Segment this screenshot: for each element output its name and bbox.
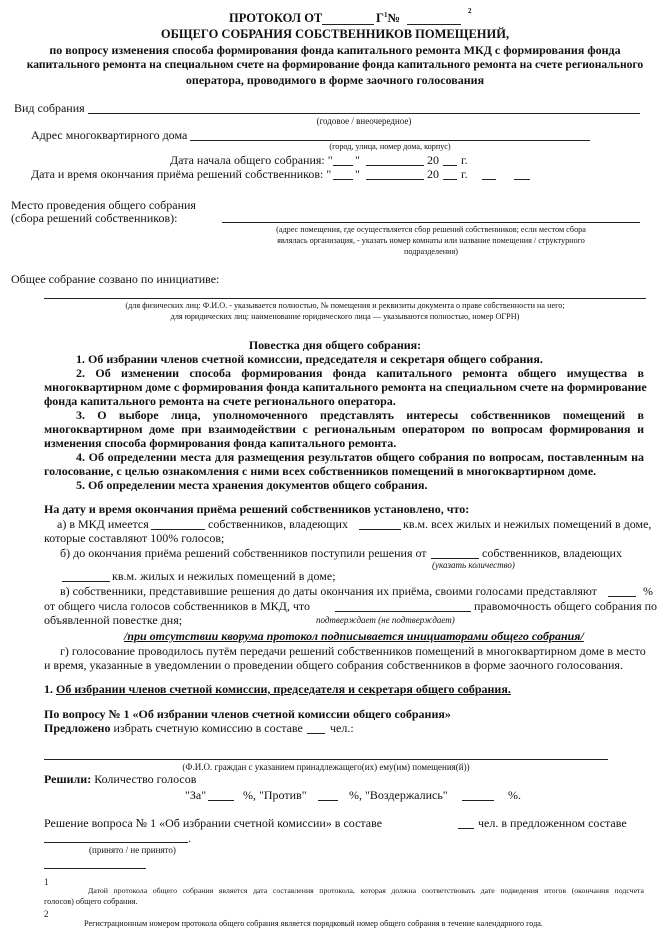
agenda-item-2c: фонда капитального ремонта на счете регионального оператора. [44, 394, 396, 408]
end-date-year-prefix: 20 [427, 167, 439, 181]
decision-size-field[interactable] [458, 828, 474, 829]
end-date-year[interactable] [443, 179, 457, 180]
votes-against-field[interactable] [318, 800, 338, 801]
votes-percent-sign: % [643, 584, 653, 598]
agenda-item-3b: многоквартирном доме при взаимодействии с региональным оператором по вопросам формирования и [44, 422, 644, 436]
start-date-g: г. [461, 153, 468, 167]
status-b3: кв.м. жилых и нежилых помещений в доме; [112, 569, 336, 583]
votes-abstain-field[interactable] [462, 800, 494, 801]
initiative-field[interactable] [44, 298, 646, 299]
agenda-item-2a: 2. Об изменении способа формирования фонда капитального ремонта общего имущества в [76, 366, 644, 380]
fio-hint: (Ф.И.О. граждан с указанием принадлежащего(их) ему(им) помещения(й)) [182, 762, 470, 772]
owners-count-field[interactable] [151, 529, 205, 530]
status-c1: в) собственники, представившие решения до даты окончания их приёма, своими голосами представляют [60, 584, 597, 598]
agenda-item-4a: 4. Об определении места для размещения результатов общего собрания по вопросам, поставленным на [76, 450, 644, 464]
footnote-1-line-2: голосов) общего собрания. [44, 897, 138, 906]
status-b2: собственников, владеющих [482, 546, 622, 560]
quorum-note: /при отсутствии кворума протокол подписывается инициаторами общего собрания/ [124, 629, 584, 643]
status-a3: кв.м. всех жилых и нежилых помещений в доме, [403, 517, 652, 531]
place-field[interactable] [222, 222, 640, 223]
item1-title: Об избрании членов счетной комиссии, председателя и секретаря общего собрания. [56, 682, 511, 696]
agenda-item-3a: 3. О выборе лица, уполномоченного представлять интересы собственников помещений в [76, 408, 644, 422]
initiative-hint-2: для юридических лиц: наименование юридического лица — указываются полностью, номер ОГРН) [170, 312, 520, 321]
end-date-g: г. [461, 167, 468, 181]
protocol-number-blank[interactable] [407, 24, 461, 25]
meeting-type-label: Вид собрания [14, 101, 85, 115]
votes-end: %. [508, 788, 521, 802]
end-time-minutes[interactable] [514, 179, 530, 180]
start-date-year[interactable] [443, 165, 457, 166]
proposed-text: избрать счетную комиссию в составе [110, 721, 303, 735]
end-date-quote: " [355, 167, 360, 181]
footnote-ref-2: 2 [468, 7, 472, 15]
decision-text-2: чел. в предложенном составе [478, 816, 627, 830]
protocol-g: $Г^1№$ [376, 11, 401, 26]
start-date-year-prefix: 20 [427, 153, 439, 167]
item1-proposed-line [44, 722, 303, 734]
footnote-2-number: 2 [44, 909, 49, 919]
decided-line [44, 773, 196, 785]
end-date-month[interactable] [366, 179, 424, 180]
protocol-prefix: ПРОТОКОЛ ОТ [229, 11, 323, 25]
status-c3: правомочность общего собрания по [474, 599, 658, 613]
status-heading: На дату и время окончания приёма решений собственников установлено, что: [44, 502, 470, 516]
meeting-type-hint: (годовое / внеочередное) [316, 116, 412, 126]
status-a1: а) в МКД имеется [57, 517, 149, 531]
start-date-day[interactable] [333, 165, 353, 166]
decisions-count-field[interactable] [431, 558, 479, 559]
title-line-2: ОБЩЕГО СОБРАНИЯ СОБСТВЕННИКОВ ПОМЕЩЕНИЙ, [160, 27, 510, 41]
place-hint-3: подразделения) [404, 247, 458, 256]
meeting-type-field[interactable] [88, 113, 640, 114]
item1-title-line [44, 683, 511, 695]
status-g1: г) голосование проводилось путём передачи решений собственников помещений в многоквартирном доме в место [60, 644, 646, 658]
votes-percent-field[interactable] [608, 596, 636, 597]
place-hint-2: являлась организация, - указать номер комнаты или название помещения / структурного [277, 236, 585, 245]
status-c4: объявленной повестке дня; [44, 613, 183, 627]
status-c-hint: подтверждает (не подтверждает) [316, 615, 455, 625]
agenda-title: Повестка дня общего собрания: [248, 338, 422, 352]
status-b-hint: (указать количество) [432, 560, 515, 570]
address-hint: (город, улица, номер дома, корпус) [329, 142, 451, 151]
decided-text: Количество голосов [91, 772, 197, 786]
footnote-1-line-1: Датой протокола общего собрания является дата составления протокола, которая должна соответствовать дате подведения итогов (окончания подсчета [88, 886, 644, 895]
commission-members-field[interactable] [44, 759, 608, 760]
address-field[interactable] [190, 140, 590, 141]
proposed-end: чел.: [330, 721, 354, 735]
end-time-hours[interactable] [482, 179, 496, 180]
place-label-2: (сбора решений собственников): [11, 211, 178, 225]
decision-text-1: Решение вопроса № 1 «Об избрании счетной комиссии» в составе [44, 816, 383, 830]
start-date-label: Дата начала общего собрания: " [170, 153, 333, 167]
decisions-area-field[interactable] [62, 581, 110, 582]
proposed-label: Предложено [44, 721, 111, 735]
agenda-item-5: 5. Об определении места хранения документов общего собрания. [76, 478, 428, 492]
end-date-day[interactable] [333, 179, 353, 180]
votes-against-label: %, "Против" [243, 788, 307, 802]
end-date-label: Дата и время окончания приёма решений собственников: " [31, 167, 332, 181]
protocol-title-line [229, 12, 322, 25]
start-date-quote: " [355, 153, 360, 167]
place-label-1: Место проведения общего собрания [11, 198, 196, 212]
agenda-item-1: 1. Об избрании членов счетной комиссии, председателя и секретаря общего собрания. [76, 352, 543, 366]
place-hint-1: (адрес помещения, где осуществляется сбор решений собственников; если местом сбора [276, 225, 586, 234]
title-line-5: оператора, проводимого в форме заочного голосования [185, 73, 485, 87]
title-line-3: по вопросу изменения способа формирования фонда капитального ремонта МКД с формирования фонда [49, 43, 621, 57]
votes-za-label: "За" [185, 788, 207, 802]
footnote-divider [44, 868, 146, 869]
status-c2: от общего числа голосов собственников в МКД, что [44, 599, 310, 613]
votes-abstain-label: %, "Воздержались" [349, 788, 448, 802]
protocol-date-blank[interactable] [322, 24, 374, 25]
status-a2: собственников, владеющих [208, 517, 348, 531]
address-label: Адрес многоквартирного дома [31, 128, 188, 142]
commission-size-field[interactable] [307, 733, 325, 734]
initiative-label: Общее собрание созвано по инициативе: [11, 272, 220, 286]
votes-za-field[interactable] [208, 800, 234, 801]
item1-question-title: По вопросу № 1 «Об избрании членов счетной комиссии общего собрания» [44, 707, 451, 721]
status-g2: и время, указанные в уведомлении о проведении общего собрания собственников в форме заочного голосования. [44, 658, 623, 672]
footnote-1-number: 1 [44, 877, 49, 887]
status-b1: б) до окончания приёма решений собственников поступили решения от [60, 546, 427, 560]
decision-dot: . [188, 831, 191, 845]
item1-number: 1. [44, 682, 53, 696]
footnote-2-text: Регистрационным номером протокола общего собрания является порядковый номер общего собрания в течение календарного года. [84, 919, 543, 928]
decision-result-field[interactable] [44, 842, 188, 843]
title-line-4: капитального ремонта на специальном счете на формирование фонда капитального ремонта на счете регионального [26, 58, 644, 71]
decision-hint: (принято / не принято) [89, 845, 176, 855]
agenda-item-4b: голосование, с целью ознакомления с ними всех собственников помещений в многоквартирном доме. [44, 464, 597, 478]
total-area-field[interactable] [359, 529, 401, 530]
start-date-month[interactable] [366, 165, 424, 166]
initiative-hint-1: (для физических лиц: Ф.И.О. - указывается полностью, № помещения и реквизиты документа о праве собственности на него; [125, 301, 565, 310]
status-a4: которые составляют 100% голосов; [44, 531, 225, 545]
agenda-item-3c: изменения способа формирования фонда капитального ремонта. [44, 436, 397, 450]
quorum-field[interactable] [335, 611, 471, 612]
decided-label: Решили: [44, 772, 92, 786]
agenda-item-2b: многоквартирном доме с формирования фонда капитального ремонта на специальном счете на формирование [44, 380, 647, 394]
